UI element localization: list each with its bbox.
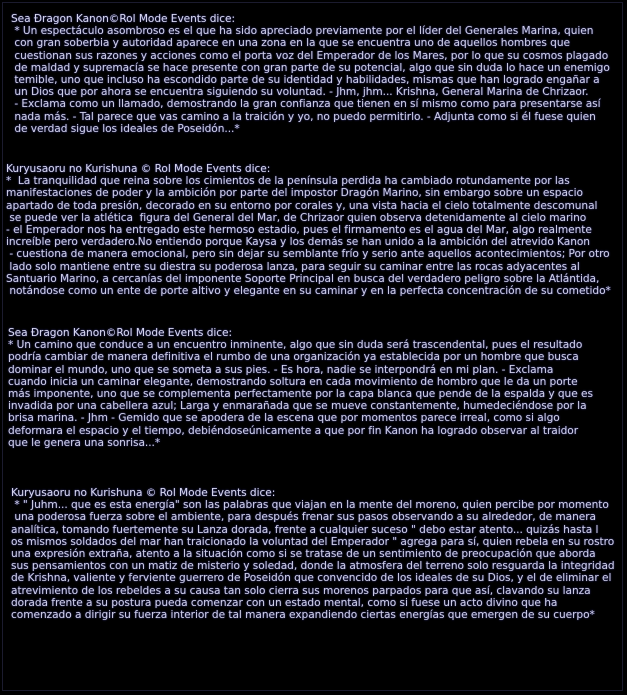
message-text: * La tranquilidad que reina sobre los cimientos de la península perdida ha cambiado rotundamente por las manifestaciones de poder y la ambición por parte del impostor Dragón Marino, sin embargo sobre un espacio apartado de toda presión, decorado en su entorno por corales y, una vista hacia el cielo totalmente descomunal se puede ver la atlética figura del General del Mar, de Chrizaor quien observa detenidamente al cielo marino - el Emperador nos ha entregado este hermoso estadio, pues el firmamento es el agua del Mar, algo realmente increíble pero verdadero.No entiendo porque Kaysa y los demás se han unido a la ambición del atrevido Kanon - cuestiona de manera emocional, pero sin dejar su semblante frío y serio ante aquellos acontecimientos; Por otro lado solo mantiene entre su diestra su poderosa lanza, para seguir su caminar entre las rocas adyacentes al Santuario Marino, a cercanías del imponente Soporte Principal en busca del verdadero peligro sobre la Atlántida, notándose como un ente de porte altivo y elegante en su caminar y en la perfecta concentración de su cometido*	[6, 175, 611, 298]
message-author: Kuryusaoru no Kurishuna © Rol Mode Events dice:	[6, 163, 271, 175]
chat-message	[6, 163, 623, 297]
message-text: * Un espectáculo asombroso es el que ha sido apreciado previamente por el líder del Generales Marina, quien con gran soberbia y autoridad aparece en una zona en la que se encuentra uno de aquellos hombres que cuestionan sus razones y acciones como el porta voz del Emperador de los Mares, por lo que su cosmos plagado de maldad y supremacía se hace presente con gran parte de su potencial, algo que sin duda lo hace un enemigo temible, uno que incluso ha escondido parte de su identidad y habilidades, mismas que han logrado engañar a un Dios que por ahora se encuentra siguiendo su voluntad. - Jhm, jhm... Krishna, General Marina de Chrizaor. - Exclama como un llamado, demostrando la gran confianza que tienen en sí mismo como para presentarse así nada más. - Tal parece que vas camino a la traición y yo, no puedo permitirlo. - Adjunta como si él fuese quien de verdad sigue los ideales de Poseidón...*	[14, 25, 610, 135]
message-text: * " Juhm... que es esta energía" son las palabras que viajan en la mente del moreno, quien percibe por momento una poderosa fuerza sobre el ambiente, para después frenar sus pasos observando a su alrededor, de manera analítica, tomando fuertemente su Lanza dorada, frente a cualquier suceso " debo estar atento... quizás hasta l os mismos soldados del mar han traicionado la voluntad del Emperador " agrega para sí, quien rebela en su rostro una expresión extraña, atento a la situación como si se tratase de un sentimiento de preocupación que aborda sus pensamientos con un matiz de misterio y soledad, donde la atmosfera del terreno solo resguarda la integridad de Krishna, valiente y ferviente guerrero de Poseidón que convencido de los ideales de su Dios, y el de eliminar el atrevimiento de los rebeldes a su causa tan solo cierra sus morenos parpados para que así, clavando su lanza dorada frente a su postura pueda comenzar con un estado mental, como si fuese un acto divino que ha comenzado a dirigir su fuerza interior de tal manera expandiendo ciertas energías que emergen de su cuerpo*	[11, 499, 615, 622]
chat-message	[8, 327, 621, 449]
message-text: * Un camino que conduce a un encuentro inminente, algo que sin duda será trascendental, pues el resultado podría cambiar de manera definitiva el rumbo de una organización ya establecida por un hombre que busca dominar el mundo, uno que se someta a sus pies. - Es hora, nadie se interpondrá en mi plan. - Exclama cuando inicia un caminar elegante, demostrando soltura en cada movimiento de hombro que le da un porte más imponente, uno que se complementa perfectamente por la capa blanca que pende de la espalda y que es invadida por una cabellera azul; Larga y enmarañada que se mueve constantemente, humedeciéndose por la brisa marina. - Jhm - Gemido que se apodera de la escena que por momentos parece irreal, como si algo deformara el espacio y el tiempo, debiéndoseúnicamente a que por fin Kanon ha logrado observar al traidor que le genera una sonrisa...*	[8, 339, 593, 449]
chat-message	[11, 487, 621, 621]
chat-message	[11, 13, 617, 135]
message-author: Sea Ðragon Kanon©Rol Mode Events dice:	[11, 13, 236, 25]
message-author: Sea Ðragon Kanon©Rol Mode Events dice:	[8, 327, 233, 339]
message-author: Kuryusaoru no Kurishuna © Rol Mode Events dice:	[11, 487, 276, 499]
